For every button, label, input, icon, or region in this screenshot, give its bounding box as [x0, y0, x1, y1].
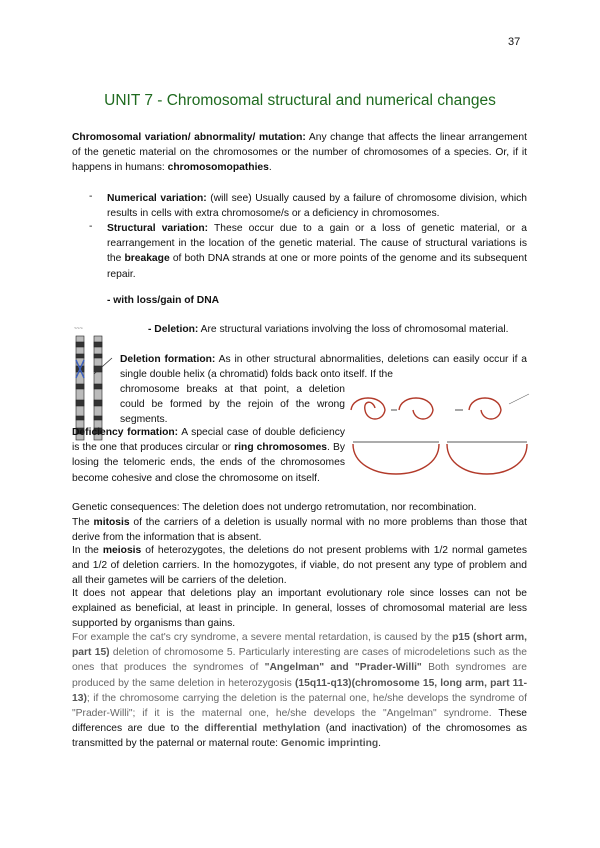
intro-paragraph: Chromosomal variation/ abnormality/ mutation: Any change that affects the linear arrangement of the genetic material on the chromosomes or the number of chromosomes of a species. Or, if it happens in humans: chromosomopathies.	[72, 132, 527, 174]
svg-text:~~~: ~~~	[74, 326, 83, 332]
example-paragraph: For example the cat's cry syndrome, a severe mental retardation, is caused by the p15 (short arm, part 15) deletion of chromosome 5. Particularly interesting are cases of microdeletions such as the ones that produces the syndromes of "Angelman" and "Prader-Willi" Both syndromes are produced by the same deletion in heterozygosis (15q11-q13)(chromosome 15, long arm, part 11-13); if the chromosome carrying the deletion is the paternal one, he/she develops the syndrome of "Prader-Willi"; if it is the maternal one, he/she develops the "Angelman" syndrome. These differences are due to the differential methylation (and inactivation) of the chromosomes as transmitted by the paternal or maternal route: Genomic imprinting.	[72, 632, 528, 750]
bullet-dash: -	[89, 221, 93, 232]
deletion-formation-para-b: chromosome breaks at that point, a deletion could be formed by the rejoin of the wrong segments.	[120, 384, 345, 426]
bullet-structural: Structural variation: These occur due to a gain or a loss of genetic material, or a rearrangement in the location of the genetic material. The cause of structural variations is the breakage of both DNA strands at one or more points of the genome and its subsequent repair.	[107, 223, 527, 280]
subheading: - with loss/gain of DNA	[107, 295, 220, 306]
genetic-consequences: Genetic consequences: The deletion does not undergo retromutation, nor recombination.	[72, 502, 477, 513]
meiosis-paragraph: In the meiosis of heterozygotes, the deletions do not present problems with 1/2 normal gametes and 1/2 of deletion carriers. In the homozygotes, if viable, do not present any type of problem and all their gametes will be carriers of the deletion.	[72, 545, 527, 587]
deletion-paragraph: - Deletion: Are structural variations involving the loss of chromosomal material.	[148, 324, 509, 335]
bullet-dash: -	[89, 191, 93, 202]
deletion-formation-para-a: Deletion formation: As in other structural abnormalities, deletions can easily occur if a single double helix (a chromatid) folds back onto itself. If the	[120, 354, 528, 381]
page-number: 37	[508, 36, 521, 48]
evolution-paragraph: It does not appear that deletions play an important evolutionary role since losses can not be explained as beneficial, at least in principle. In general, losses of chromosomal material are less supported by organisms than gains.	[72, 588, 527, 630]
bullet-numerical: Numerical variation: (will see) Usually caused by a failure of chromosome division, which results in cells with extra chromosome/s or a deficiency in chromosomes.	[107, 193, 528, 220]
page-title: UNIT 7 - Chromosomal structural and numerical changes	[104, 92, 496, 109]
mitosis-paragraph: The mitosis of the carriers of a deletion is usually normal with no more problems than those that derive from the information that is absent.	[72, 517, 527, 544]
intro-term: Chromosomal variation/ abnormality/ mutation:	[72, 132, 306, 143]
deficiency-formation-paragraph: Deficiency formation: A special case of double deficiency is the one that produces circular or ring chromosomes. By losing the telomeric ends, the ends of the chromosomes become cohesive and close the chromosome on itself.	[72, 427, 345, 484]
deletion-loop-diagram	[343, 386, 533, 496]
